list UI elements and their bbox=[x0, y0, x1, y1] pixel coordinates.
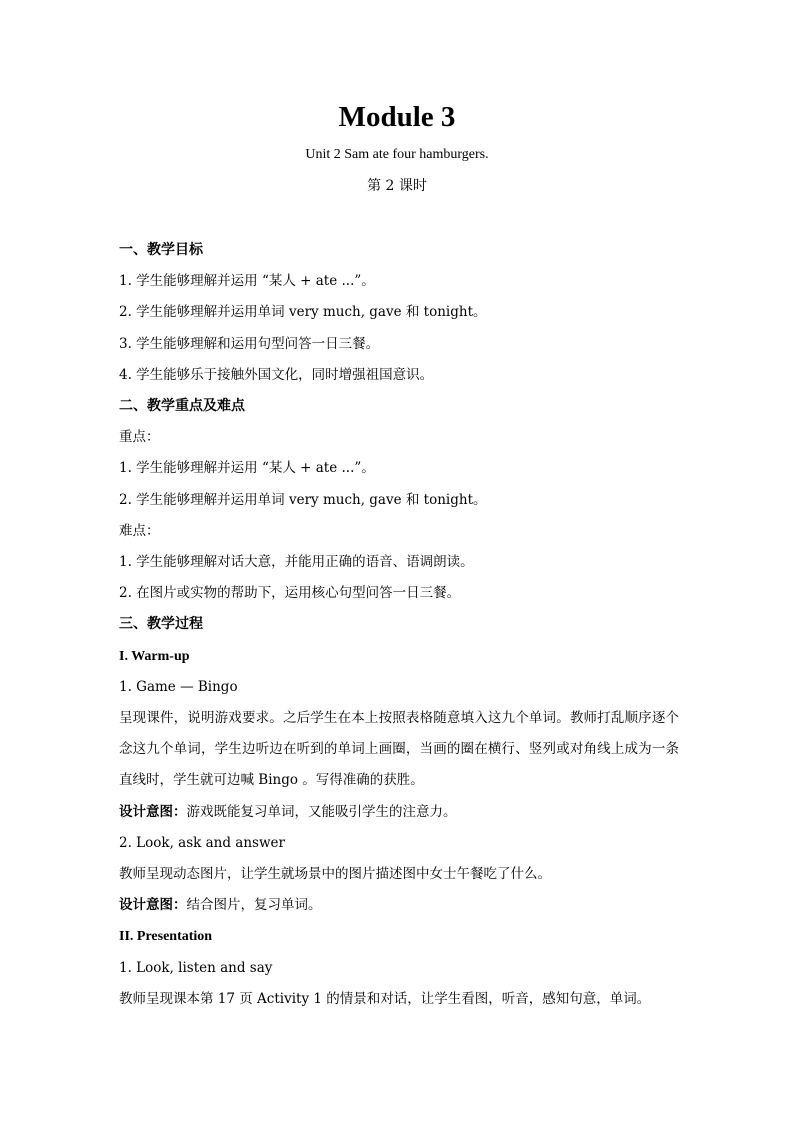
section-heading-objectives: 一、教学目标 bbox=[119, 242, 203, 258]
warmup-heading: I. Warm-up bbox=[119, 648, 190, 664]
section-heading-key-points: 二、教学重点及难点 bbox=[119, 398, 245, 415]
design-intent-label: 设计意图： bbox=[119, 803, 187, 820]
design-intent-1 bbox=[119, 797, 679, 828]
difficult-point-item: 2. 在图片或实物的帮助下，运用核心句型问答一日三餐。 bbox=[119, 585, 461, 602]
design-intent-label: 设计意图： bbox=[119, 897, 187, 914]
page-title: Module 3 bbox=[338, 101, 456, 133]
objective-item: 2. 学生能够理解并运用单词 very much, gave 和 tonight。 bbox=[119, 304, 487, 321]
design-intent-2 bbox=[119, 890, 679, 921]
design-intent-text: 游戏既能复习单词，又能吸引学生的注意力。 bbox=[186, 803, 457, 820]
look-ask-description: 教师呈现动态图片，让学生就场景中的图片描述图中女士午餐吃了什么。 bbox=[119, 866, 551, 883]
objective-item: 3. 学生能够理解和运用句型问答一日三餐。 bbox=[119, 335, 380, 352]
document-body bbox=[119, 235, 679, 1015]
listen-description: 教师呈现课本第 17 页 Activity 1 的情景和对话，让学生看图，听音，感知句意，单词。 bbox=[119, 990, 651, 1007]
key-point-item: 2. 学生能够理解并运用单词 very much, gave 和 tonight。 bbox=[119, 491, 487, 508]
section-heading-process: 三、教学过程 bbox=[119, 616, 203, 633]
listen-title: 1. Look, listen and say bbox=[119, 959, 273, 976]
key-points-label: 重点： bbox=[119, 429, 160, 446]
key-point-item: 1. 学生能够理解并运用 “某人 + ate ...”。 bbox=[119, 460, 375, 477]
lesson-number: 第 2 课时 bbox=[367, 178, 427, 194]
difficult-points-label: 难点： bbox=[119, 522, 160, 539]
look-ask-title: 2. Look, ask and answer bbox=[119, 834, 285, 851]
design-intent-text: 结合图片，复习单词。 bbox=[186, 897, 322, 914]
presentation-heading: II. Presentation bbox=[119, 929, 213, 945]
game-description: 呈现课件，说明游戏要求。之后学生在本上按照表格随意填入这九个单词。教师打乱顺序逐个念这九个单词，学生边听边在听到的单词上画圈，当画的圈在横行、竖列或对角线上成为一条直线时，学生就可边喊 Bingo 。写得准确的获胜。 bbox=[119, 710, 679, 789]
unit-subtitle: Unit 2 Sam ate four hamburgers. bbox=[305, 147, 489, 162]
difficult-point-item: 1. 学生能够理解对话大意，并能用正确的语音、语调朗读。 bbox=[119, 554, 474, 571]
objective-item: 1. 学生能够理解并运用 “某人 + ate ...”。 bbox=[119, 273, 375, 290]
game-title: 1. Game — Bingo bbox=[119, 678, 238, 695]
objective-item: 4. 学生能够乐于接触外国文化，同时增强祖国意识。 bbox=[119, 366, 434, 383]
